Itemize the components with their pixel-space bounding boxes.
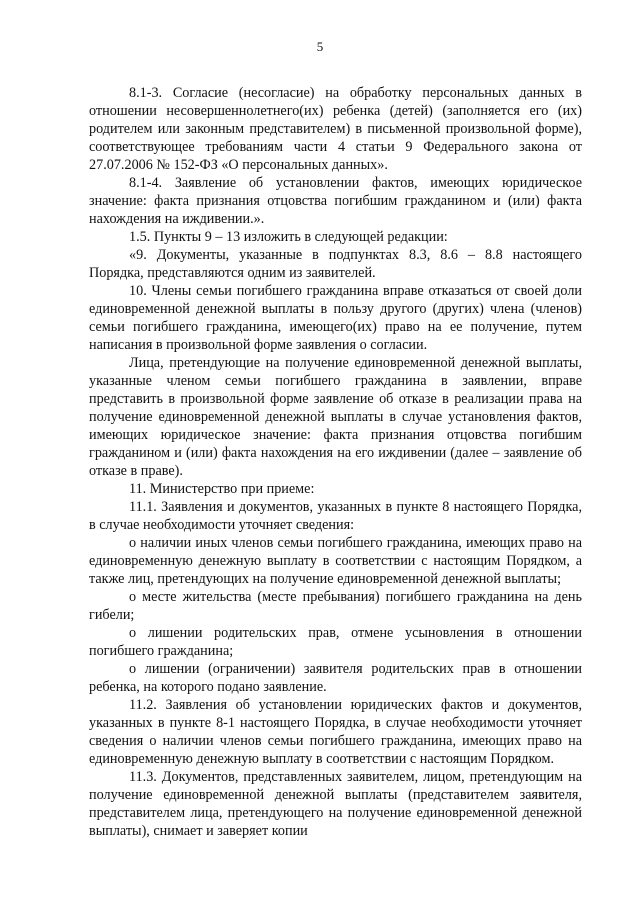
paragraph-11-1-parental-rights: о лишении родительских прав, отмене усыновления в отношении погибшего гражданина; — [89, 625, 582, 659]
paragraph-11-1-other-members: о наличии иных членов семьи погибшего гражданина, имеющих право на единовременную денежную выплату в соответствии с настоящим Порядком, а также лиц, претендующих на получение единовременной денежной выплаты; — [89, 535, 582, 587]
paragraph-11-1: 11.1. Заявления и документов, указанных в пункте 8 настоящего Порядка, в случае необходимости уточняет сведения: — [89, 499, 582, 533]
paragraph-9: «9. Документы, указанные в подпунктах 8.3, 8.6 – 8.8 настоящего Порядка, представляются одним из заявителей. — [89, 247, 582, 281]
paragraph-11-1-residence: о месте жительства (месте пребывания) погибшего гражданина на день гибели; — [89, 589, 582, 623]
paragraph-8-1-3: 8.1-3. Согласие (несогласие) на обработку персональных данных в отношении несовершеннолетнего(их) ребенка (детей) (заполняется его (их) родителем или законным представителем) в письменной произвольной форме), соответствующее требованиям части 4 статьи 9 Федерального закона от 27.07.2006 № 152-ФЗ «О персональных данных». — [89, 85, 582, 173]
paragraph-11-3: 11.3. Документов, представленных заявителем, лицом, претендующим на получение единовременной денежной выплаты (представителем заявителя, представителем лица, претендующего на получение единовременной денежной выплаты), снимает и заверяет копии — [89, 769, 582, 839]
paragraph-10-persons: Лица, претендующие на получение единовременной денежной выплаты, указанные членом семьи погибшего гражданина в заявлении, вправе представить в произвольной форме заявление об отказе в реализации права на получение единовременной денежной выплаты в случае установления фактов, имеющих юридическое значение: факта признания отцовства погибшим гражданином и (или) факта нахождения на его иждивении (далее – заявление об отказе в праве). — [89, 355, 582, 479]
paragraph-10: 10. Члены семьи погибшего гражданина вправе отказаться от своей доли единовременной денежной выплаты в пользу другого (других) члена (членов) семьи погибшего гражданина, имеющего(их) право на ее получение, путем написания в произвольной форме заявления о согласии. — [89, 283, 582, 353]
paragraph-11-1-restriction: о лишении (ограничении) заявителя родительских прав в отношении ребенка, на которого подано заявление. — [89, 661, 582, 695]
paragraph-11-2: 11.2. Заявления об установлении юридических фактов и документов, указанных в пункте 8-1 настоящего Порядка, в случае необходимости уточняет сведения о наличии членов семьи погибшего гражданина, имеющих право на единовременную денежную выплату в соответствии с настоящим Порядком. — [89, 697, 582, 767]
paragraph-8-1-4: 8.1-4. Заявление об установлении фактов, имеющих юридическое значение: факта признания отцовства погибшим гражданином и (или) факта нахождения на иждивении.». — [89, 175, 582, 227]
document-body — [89, 84, 582, 840]
paragraph-1-5: 1.5. Пункты 9 – 13 изложить в следующей редакции: — [129, 229, 448, 245]
page-number: 5 — [316, 39, 324, 54]
paragraph-11: 11. Министерство при приеме: — [129, 481, 315, 497]
